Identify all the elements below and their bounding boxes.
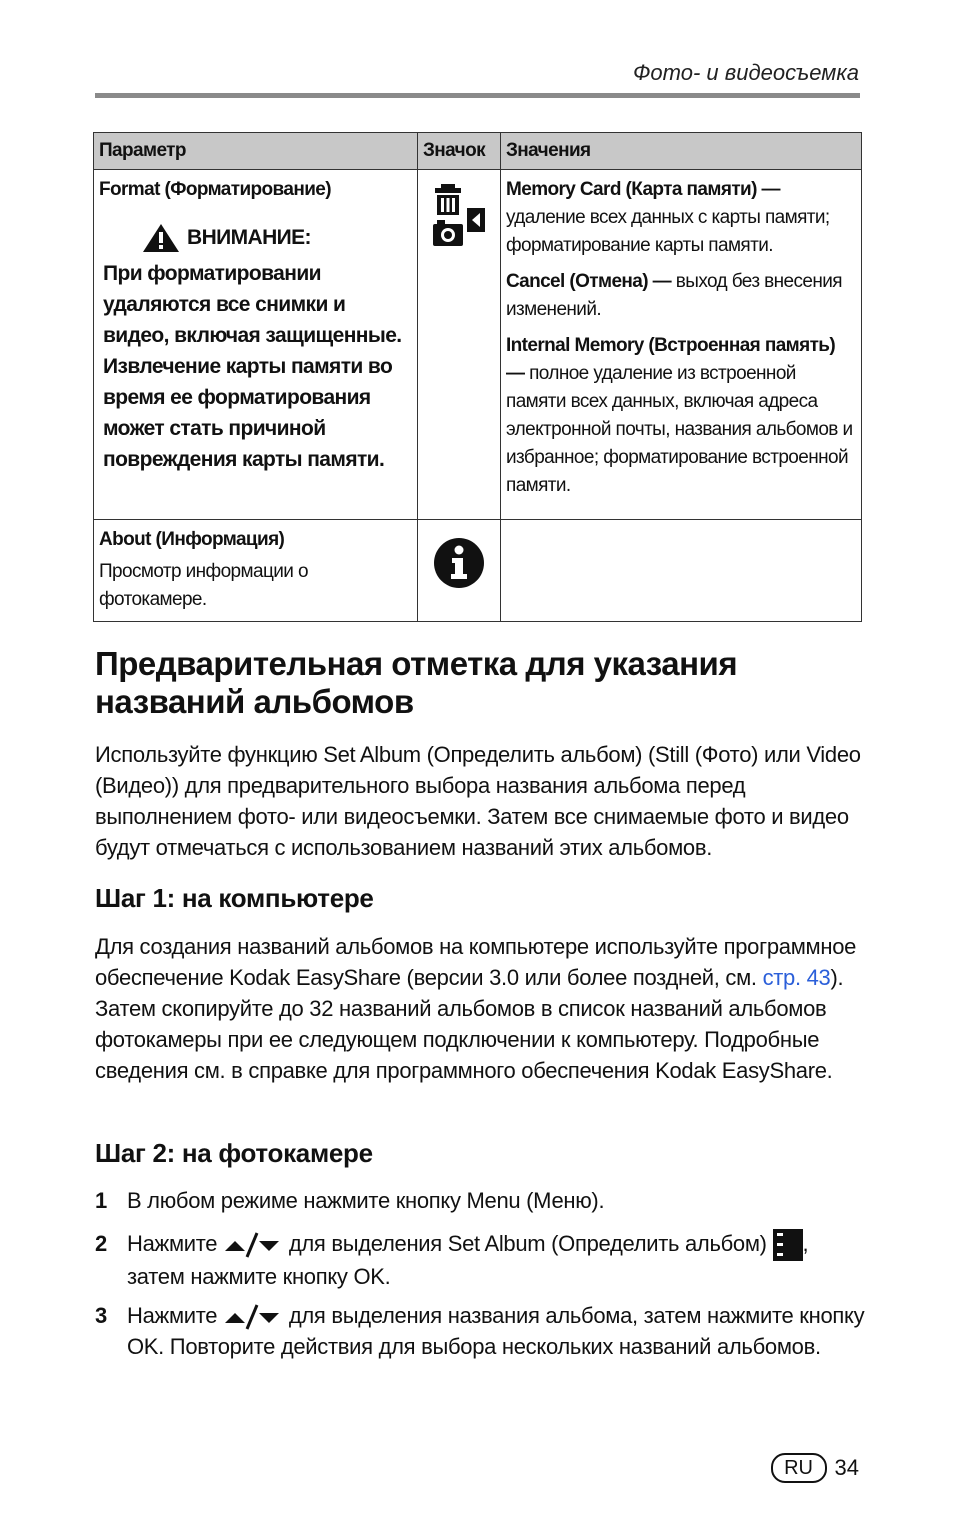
running-header: Фото- и видеосъемка	[632, 60, 859, 85]
format-values-cell	[501, 170, 862, 520]
about-param-cell	[94, 520, 418, 622]
list-item: 2 Нажмите для выделения Set Album (Определить альбом) , затем нажмите кнопку OK.	[95, 1228, 865, 1292]
warning-label: ВНИМАНИЕ:	[187, 226, 311, 249]
table-row	[94, 520, 862, 622]
step-number: 1	[95, 1188, 107, 1213]
step-number: 2	[95, 1231, 107, 1256]
format-param-cell	[94, 170, 418, 520]
page-43-link[interactable]: стр. 43	[762, 965, 831, 990]
value-cancel: Cancel (Отмена) — выход без внесения изменений.	[506, 271, 842, 320]
page-number: 34	[834, 1455, 859, 1480]
step2-heading: Шаг 2: на фотокамере	[95, 1138, 373, 1168]
step1-heading: Шаг 1: на компьютере	[95, 883, 374, 913]
step1-paragraph: Для создания названий альбомов на компьютере используйте программное обеспечение Kodak EasyShare (версии 3.0 или более поздней, см. стр. 43). Затем скопируйте до 32 названий альбомов в список названий альбомов фотокамеры при ее следующем подключении к компьютеру. Подробные сведения см. в справке для программного обеспечения Kodak EasyShare.	[95, 934, 857, 1083]
value-internal-memory: Internal Memory (Встроенная память) — полное удаление из встроенной памяти всех данных, включая адреса электронной почты, названия альбомов и избранное; форматирование встроенной памяти.	[506, 335, 853, 496]
section-intro: Используйте функцию Set Album (Определить альбом) (Still (Фото) или Video (Видео)) для предварительного выбора названия альбома перед выполнением фото- или видеосъемки. Затем все снимаемые фото и видео будут отмечаться с использованием названий этих альбомов.	[95, 742, 861, 860]
about-icon-cell	[418, 520, 501, 622]
warning-icon	[141, 222, 181, 254]
about-param-label: About (Информация)	[99, 529, 285, 550]
about-values-cell	[501, 520, 862, 622]
col-values-header: Значения	[501, 133, 862, 170]
format-param-label: Format (Форматирование)	[99, 179, 331, 200]
info-icon	[432, 536, 486, 590]
section-title: Предварительная отметка для указания названий альбомов	[95, 645, 738, 720]
step-number: 3	[95, 1303, 107, 1328]
col-icon-header: Значок	[418, 133, 501, 170]
col-param-header: Параметр	[94, 133, 418, 170]
format-icon-cell	[418, 170, 501, 520]
up-down-arrows-icon	[223, 1303, 283, 1331]
list-item	[95, 1185, 865, 1216]
list-item: 3 Нажмите для выделения названия альбома, затем нажмите кнопку OK. Повторите действия для выбора нескольких названий альбомов.	[95, 1300, 865, 1362]
set-album-icon	[773, 1229, 803, 1261]
warning-heading	[103, 222, 412, 254]
language-badge: RU	[771, 1453, 827, 1483]
header-rule	[95, 93, 860, 98]
parameters-table	[93, 132, 862, 622]
table-header-row	[94, 133, 862, 170]
format-trash-camera-icon	[429, 182, 489, 250]
value-memory-card: Memory Card (Карта памяти) — удаление всех данных с карты памяти; форматирование карты памяти.	[506, 179, 830, 256]
warning-text: При форматировании удаляются все снимки и видео, включая защищенные. Извлечение карты памяти во время ее форматирования может стать причиной повреждения карты памяти.	[103, 262, 402, 471]
about-description: Просмотр информации о фотокамере.	[99, 561, 308, 610]
up-down-arrows-icon	[223, 1231, 283, 1259]
warning-block	[99, 222, 412, 475]
step-text: В любом режиме нажмите кнопку Menu (Меню).	[127, 1188, 605, 1213]
table-row	[94, 170, 862, 520]
page-footer	[771, 1453, 859, 1483]
